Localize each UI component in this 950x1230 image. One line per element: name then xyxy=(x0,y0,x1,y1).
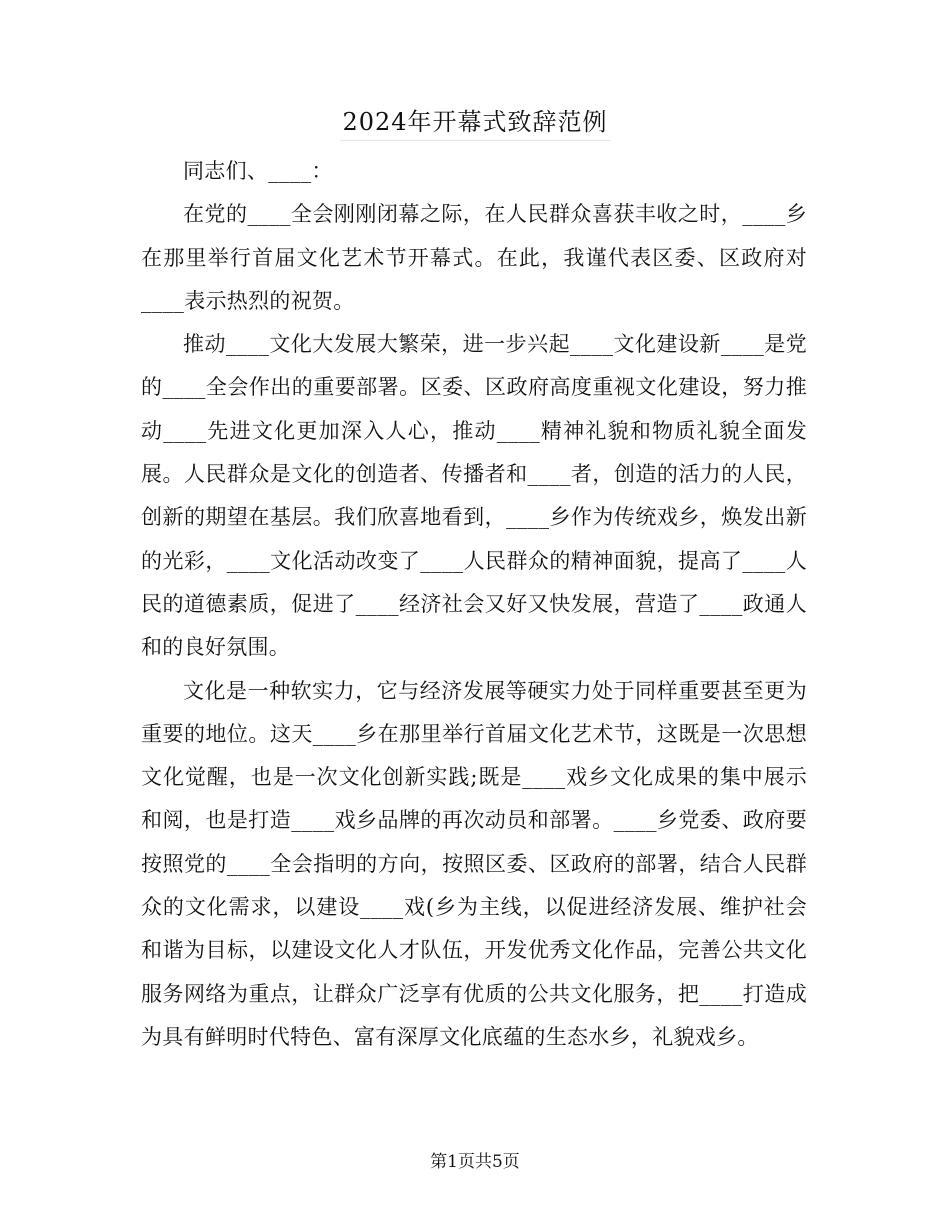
document-title: 2024年开幕式致辞范例 xyxy=(340,104,609,141)
page-number-footer: 第1页共5页 xyxy=(430,1152,520,1172)
paragraph-1: 在党的____全会刚刚闭幕之际，在人民群众喜获丰收之时，____乡在那里举行首届文化艺术节开幕式。在此，我谨代表区委、区政府对____表示热烈的祝贺。 xyxy=(141,202,807,313)
document-title-wrap xyxy=(0,104,950,141)
paragraph-2: 推动____文化大发展大繁荣，进一步兴起____文化建设新____是党的____全会作出的重要部署。区委、区政府高度重视文化建设，努力推动____先进文化更加深入人心，推动____精神礼貌和物质礼貌全面发展。人民群众是文化的创造者、传播者和____者，创造的活力的人民，创新的期望在基层。我们欣喜地看到，____乡作为传统戏乡，焕发出新的光彩，____文化活动改变了____人民群众的精神面貌，提高了____人民的道德素质，促进了____经济社会又好又快发展，营造了____政通人和的良好氛围。 xyxy=(141,332,807,660)
document-body xyxy=(141,150,807,1059)
paragraph-3: 文化是一种软实力，它与经济发展等硬实力处于同样重要甚至更为重要的地位。这天____乡在那里举行首届文化艺术节，这既是一次思想文化觉醒，也是一次文化创新实践;既是____戏乡文化成果的集中展示和阅，也是打造____戏乡品牌的再次动员和部署。____乡党委、政府要按照党的____全会指明的方向，按照区委、区政府的部署，结合人民群众的文化需求，以建设____戏(乡为主线，以促进经济发展、维护社会和谐为目标，以建设文化人才队伍，开发优秀文化作品，完善公共文化服务网络为重点，让群众广泛享有优质的公共文化服务，把____打造成为具有鲜明时代特色、富有深厚文化底蕴的生态水乡，礼貌戏乡。 xyxy=(141,678,807,1049)
salutation: 同志们、____： xyxy=(183,159,333,183)
